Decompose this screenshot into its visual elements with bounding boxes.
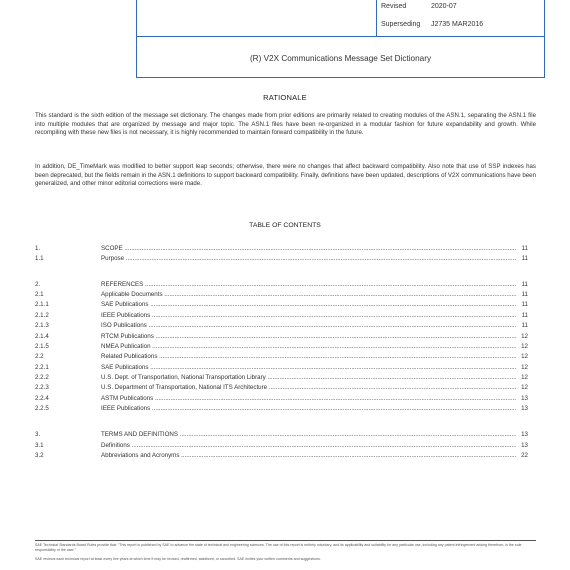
toc-title: ASTM Publications ..... [101,394,516,403]
toc-title: IEEE Publications ..... [101,311,516,320]
toc-number: 2.1.5 [35,343,49,350]
toc-entry[interactable] [35,254,528,263]
toc-entry[interactable] [35,430,528,439]
toc-entry[interactable] [35,352,528,361]
rationale-paragraph-1: This standard is the sixth edition of the message set dictionary. The changes made from prior editions are primarily related to creating modules of the ASN.1, separating the ASN.1 file into multiple modules that are organized by message and major topic. The ASN.1 files have been re-organized in a modular fashion for future expandability and growth. While recompiling with these new files is not necessary, it is highly recommended to maintain forward compatibility in the future. [35,112,536,137]
toc-number: 2.2.3 [35,384,49,391]
header-divider-horizontal [137,36,544,37]
toc-entry[interactable] [35,404,528,413]
toc-number: 2.2.2 [35,374,49,381]
toc-page: 12 [521,343,528,350]
toc-page: 11 [521,301,528,308]
toc-entry[interactable] [35,244,528,253]
toc-entry[interactable] [35,451,528,460]
toc-title: ISO Publications ..... [101,321,516,330]
toc-title: Purpose ..... [101,254,516,263]
toc-title: SAE Publications ..... [101,300,516,309]
header-divider-vertical [376,0,377,36]
toc-page: 11 [521,281,528,288]
toc-page: 11 [521,291,528,298]
toc-title: IEEE Publications ..... [101,404,516,413]
toc-entry[interactable] [35,363,528,372]
rationale-heading: RATIONALE [263,93,307,102]
toc-number: 2.1.2 [35,312,49,319]
toc-title: U.S. Dept. of Transportation, National Transportation Library ..... [101,373,516,382]
toc-title: SCOPE ..... [101,244,516,253]
toc-title: Abbreviations and Acronyms ..... [101,451,516,460]
revised-label: Revised [381,3,407,10]
toc-title: RTCM Publications ..... [101,332,516,341]
footer-rule [35,540,536,541]
toc-page: 11 [521,322,528,329]
toc-heading: TABLE OF CONTENTS [249,222,321,229]
toc-number: 2.1.4 [35,333,49,340]
toc-page: 12 [521,333,528,340]
toc-entry[interactable] [35,300,528,309]
toc-entry[interactable] [35,311,528,320]
toc-entry[interactable] [35,321,528,330]
toc-page: 12 [521,364,528,371]
toc-title: SAE Publications ..... [101,363,516,372]
toc-number: 2.2.5 [35,405,49,412]
toc-entry[interactable] [35,290,528,299]
toc-title: Definitions ..... [101,441,516,450]
footer-notice: SAE Technical Standards Board Rules provide that: "This report is published by SAE to advance the state of technical and engineering sciences. The use of this report is entirely voluntary, and its applicability and suitability for any particular use, including any patent infringement arising therefrom, is the sole responsibility of the user." [35,543,522,552]
toc-title: Related Publications ..... [101,352,516,361]
revised-value: 2020-07 [431,3,457,10]
toc-page: 13 [521,395,528,402]
toc-number: 2.2.1 [35,364,49,371]
toc-page: 13 [521,405,528,412]
toc-number: 2.2.4 [35,395,49,402]
footer-review-notice: SAE reviews each technical report at least every five years at which time it may be revised, reaffirmed, stabilized, or cancelled. SAE invites your written comments and suggestions. [35,557,321,561]
toc-number: 2.1.3 [35,322,49,329]
toc-entry[interactable] [35,373,528,382]
toc-number: 3.2 [35,452,44,459]
toc-title: U.S. Department of Transportation, National ITS Architecture ..... [101,383,516,392]
toc-entry[interactable] [35,332,528,341]
document-header-frame [136,0,545,78]
toc-number: 2.1.1 [35,301,49,308]
document-title: (R) V2X Communications Message Set Dictionary [249,54,432,63]
superseding-label: Superseding [381,21,421,28]
toc-number: 3.1 [35,442,44,449]
superseding-value: J2735 MAR2016 [431,21,484,28]
toc-number: 3. [35,431,41,438]
toc-entry[interactable] [35,383,528,392]
toc-page: 22 [521,452,528,459]
toc-page: 12 [521,353,528,360]
toc-page: 12 [521,384,528,391]
toc-entry[interactable] [35,342,528,351]
toc-entry[interactable] [35,280,528,289]
rationale-paragraph-2: In addition, DE_TimeMark was modified to better support leap seconds; otherwise, there were no changes that affect backward compatibility. Also note that use of SSP indexes has been deprecated, but the fields remain in the ASN.1 definitions to support backward compatibility. Finally, definitions have been updated, descriptions of V2X communications have been generalized, and other minor editorial corrections were made. [35,163,536,188]
toc-number: 2.2 [35,353,44,360]
toc-page: 11 [521,245,528,252]
toc-page: 11 [521,312,528,319]
toc-number: 1.1 [35,255,44,262]
toc-number: 2.1 [35,291,44,298]
toc-page: 12 [521,374,528,381]
toc-page: 13 [521,442,528,449]
toc-title: REFERENCES ..... [101,280,516,289]
toc-number: 1. [35,245,41,252]
toc-page: 13 [521,431,528,438]
toc-title: Applicable Documents ..... [101,290,516,299]
toc-number: 2. [35,281,41,288]
toc-title: TERMS AND DEFINITIONS ..... [101,430,516,439]
toc-page: 11 [521,255,528,262]
toc-title: NMEA Publication ..... [101,342,516,351]
toc-entry[interactable] [35,394,528,403]
toc-entry[interactable] [35,441,528,450]
